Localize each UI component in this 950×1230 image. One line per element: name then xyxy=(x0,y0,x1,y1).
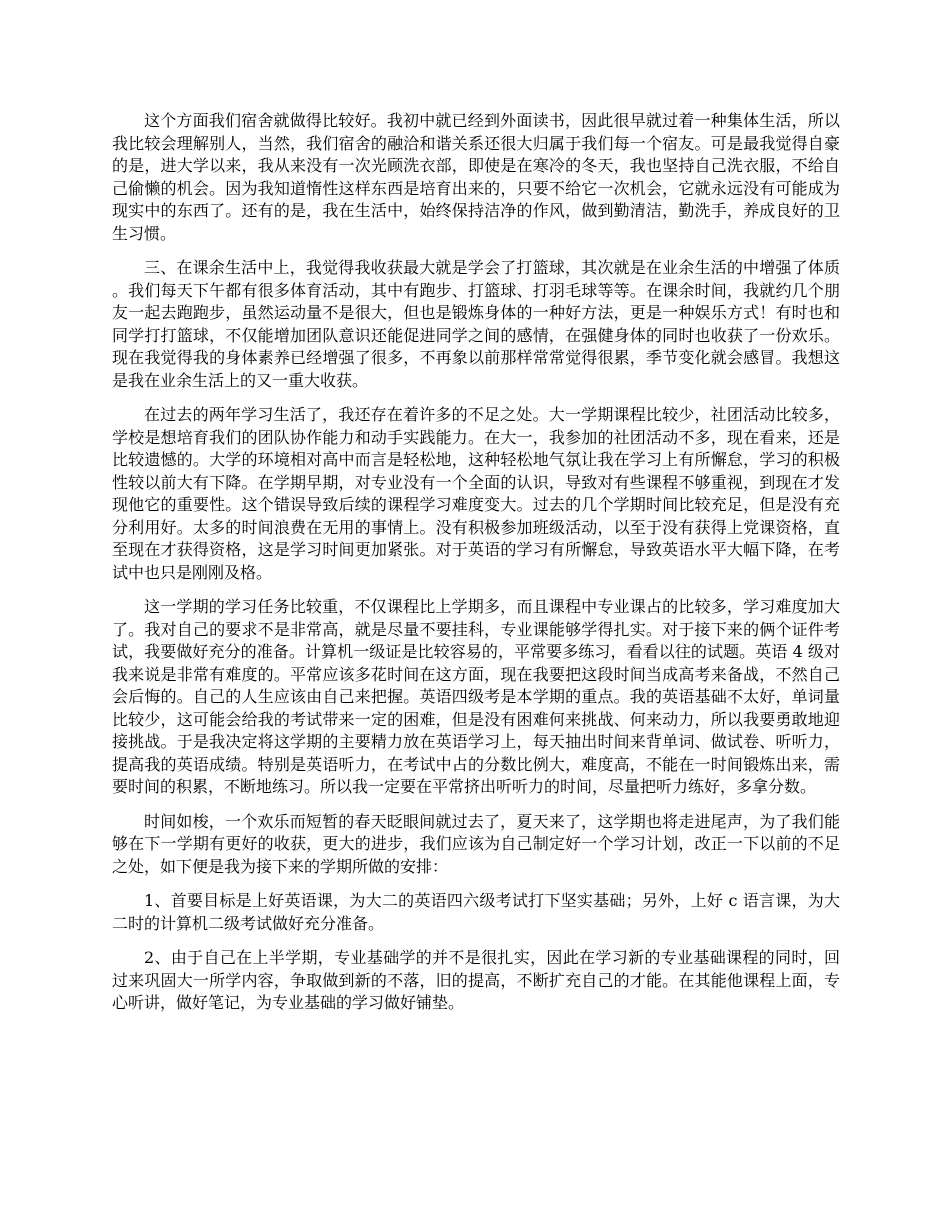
paragraph-extracurricular: 三、在课余生活中上，我觉得我收获最大就是学会了打篮球，其次就是在业余生活的中增强了体质。我们每天下午都有很多体育活动，其中有跑步、打篮球、打羽毛球等等。在课余时间，我就约几个朋友一起去跑跑步，虽然运动量不是很大，但也是锻炼身体的一种好方法，更是一种娱乐方式！有时也和同学打打篮球，不仅能增加团队意识还能促进同学之间的感情，在强健身体的同时也收获了一份欢乐。现在我觉得我的身体素养已经增强了很多，不再象以前那样常常觉得很累，季节变化就会感冒。我想这是我在业余生活上的又一重大收获。 xyxy=(112,258,840,390)
paragraph-study-plan-intro: 时间如梭，一个欢乐而短暂的春天眨眼间就过去了，夏天来了，这学期也将走进尾声，为了我们能够在下一学期有更好的收获，更大的进步，我们应该为自己制定好一个学习计划，改正一下以前的不足之处，如下便是我为接下来的学期所做的安排： xyxy=(112,811,840,876)
paragraph-plan-item-2: 2、由于自己在上半学期，专业基础学的并不是很扎实，因此在学习新的专业基础课程的同时，回过来巩固大一所学内容，争取做到新的不落，旧的提高，不断扩充自己的才能。在其能他课程上面，专心听讲，做好笔记，为专业基础的学习做好铺垫。 xyxy=(112,948,840,1012)
paragraph-shortcomings: 在过去的两年学习生活了，我还存在着许多的不足之处。大一学期课程比较少，社团活动比较多，学校是想培育我们的团队协作能力和动手实践能力。在大一，我参加的社团活动不多，现在看来，还是比较遗憾的。大学的环境相对高中而言是轻松地，这种轻松地气氛让我在学习上有所懈怠，学习的积极性较以前大有下降。在学期早期，对专业没有一个全面的认识，导致对有些课程不够重视，到现在才发现他它的重要性。这个错误导致后续的课程学习难度变大。过去的几个学期时间比较充足，但是没有充分利用好。太多的时间浪费在无用的事情上。没有积极参加班级活动，以至于没有获得上党课资格，直至现在才获得资格，这是学习时间更加紧张。对于英语的学习有所懈怠，导致英语水平大幅下降，在考试中也只是刚刚及格。 xyxy=(112,405,840,582)
paragraph-semester-tasks: 这一学期的学习任务比较重，不仅课程比上学期多，而且课程中专业课占的比较多，学习难度加大了。我对自己的要求不是非常高，就是尽量不要挂科，专业课能够学得扎实。对于接下来的俩个证件考试，我要做好充分的准备。计算机一级证是比较容易的，平常要多练习，看看以往的试题。英语 4 级对我来说是非常有难度的。平常应该多花时间在这方面，现在我要把这段时间当成高考来备战，不然自己会后悔的。自己的人生应该由自己来把握。英语四级考是本学期的重点。我的英语基础不太好，单词量比较少，这可能会给我的考试带来一定的困难，但是没有困难何来挑战、何来动力，所以我要勇敢地迎接挑战。于是我决定将这学期的主要精力放在英语学习上，每天抽出时间来背单词、做试卷、听听力，提高我的英语成绩。特别是英语听力，在考试中占的分数比例大，难度高，不能在一时间锻炼出来，需要时间的积累，不断地练习。所以我一定要在平常挤出听听力的时间，尽量把听力练好，多拿分数。 xyxy=(112,597,840,796)
paragraph-plan-item-1: 1、首要目标是上好英语课，为大二的英语四六级考试打下坚实基础；另外，上好 c 语言课，为大二时的计算机二级考试做好充分准备。 xyxy=(112,891,840,933)
paragraph-dorm-life: 这个方面我们宿舍就做得比较好。我初中就已经到外面读书，因此很早就过着一种集体生活，所以我比较会理解别人，当然，我们宿舍的融洽和谐关系还很大归属于我们每一个宿友。可是最我觉得自豪的是，进大学以来，我从来没有一次光顾洗衣部，即使是在寒冷的冬天，我也坚持自己洗衣服，不给自己偷懒的机会。因为我知道惰性这样东西是培育出来的，只要不给它一次机会，它就永远没有可能成为现实中的东西了。还有的是，我在生活中，始终保持洁净的作风，做到勤清洁，勤洗手，养成良好的卫生习惯。 xyxy=(112,111,840,243)
document-body xyxy=(112,110,840,1027)
